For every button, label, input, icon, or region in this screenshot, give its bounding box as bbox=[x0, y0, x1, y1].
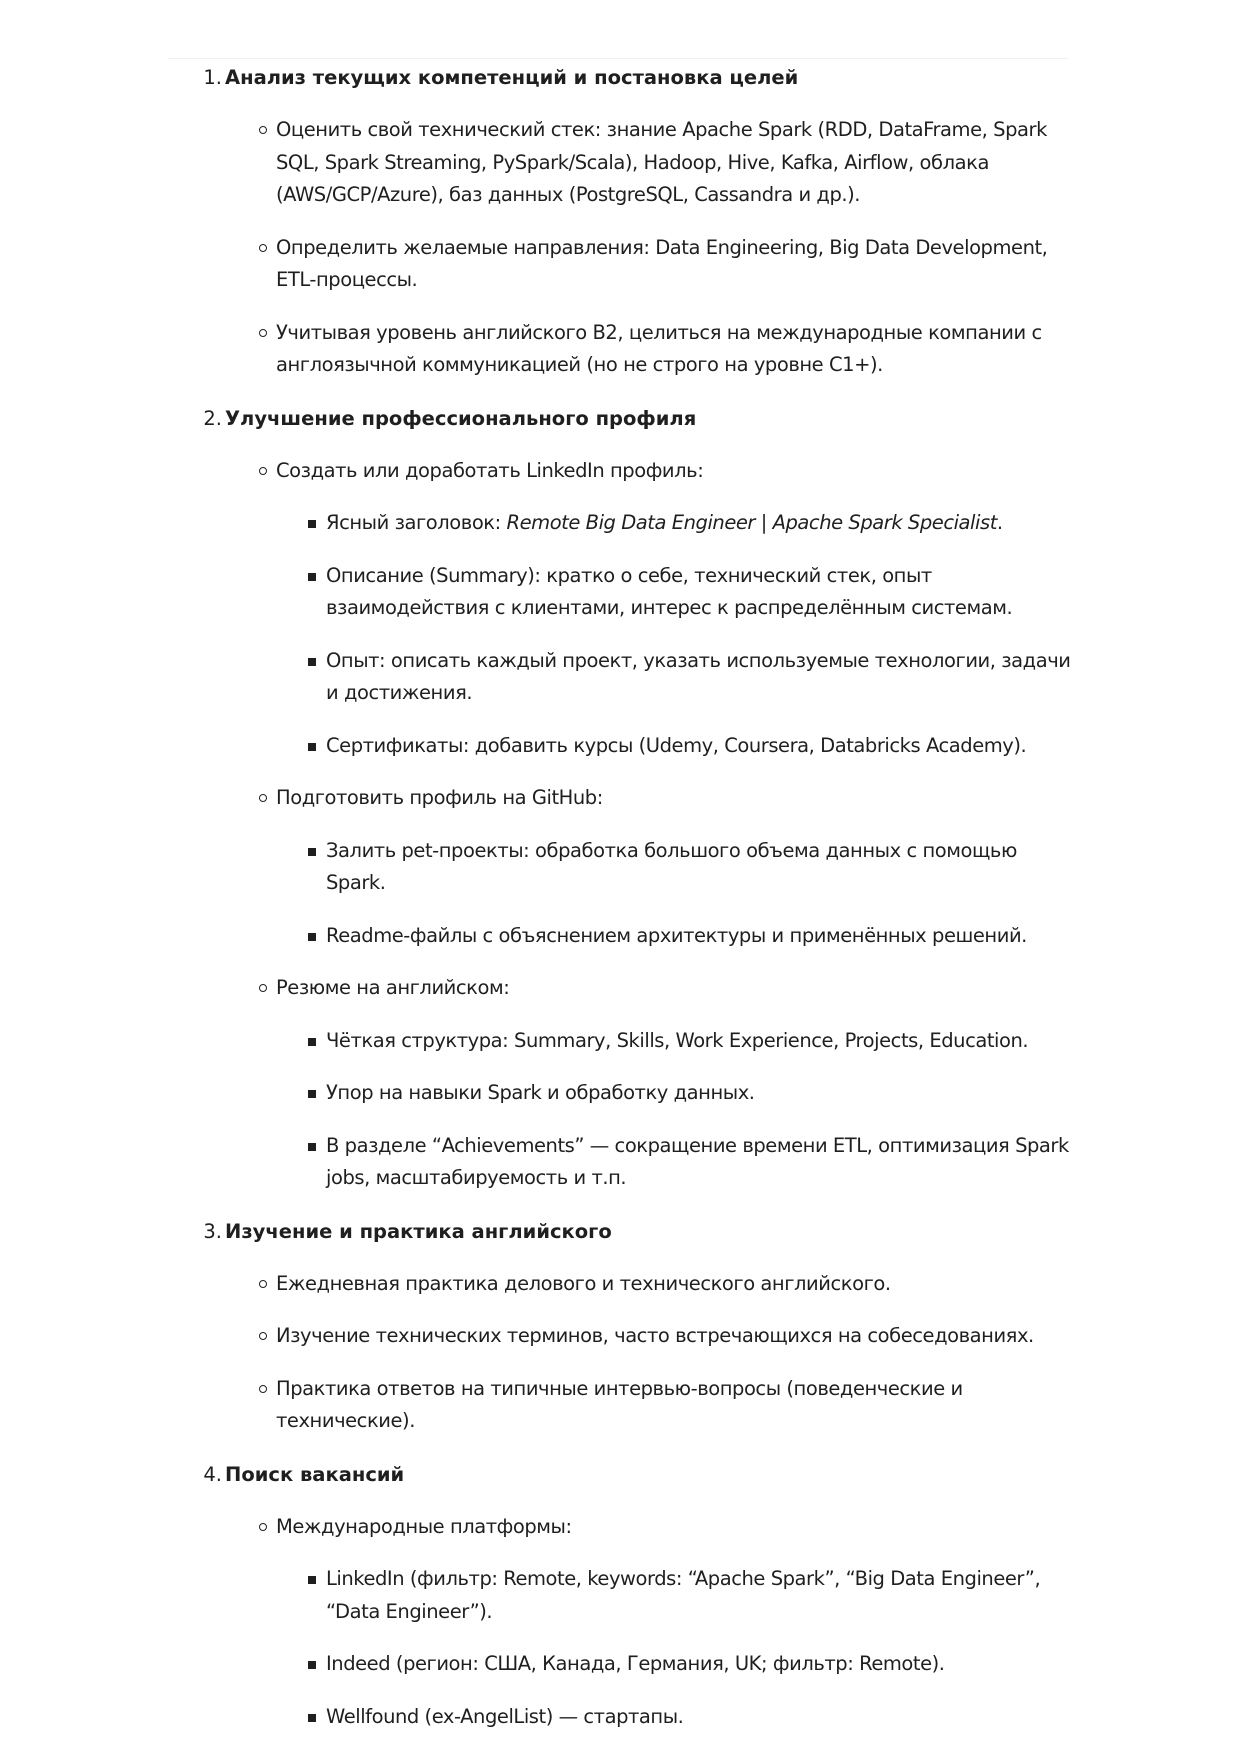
sub-list-item-text: Опыт: описать каждый проект, указать используемые технологии, задачи и достижения. bbox=[326, 648, 1071, 704]
list-item-text: Определить желаемые направления: Data Engineering, Big Data Development, ETL-процессы. bbox=[276, 235, 1048, 291]
sub-list bbox=[276, 507, 1073, 762]
section-items bbox=[203, 455, 1073, 1195]
list-item bbox=[203, 232, 1073, 297]
circle-bullet-icon bbox=[259, 1332, 267, 1340]
section-3 bbox=[168, 1215, 1073, 1438]
sub-list-item bbox=[276, 1701, 1073, 1734]
list-item bbox=[203, 114, 1073, 212]
sub-list-item-text: LinkedIn (фильтр: Remote, keywords: “Apache Spark”, “Big Data Engineer”, “Data Engineer”). bbox=[326, 1567, 1041, 1623]
square-bullet-icon bbox=[308, 933, 316, 941]
list-item bbox=[203, 1320, 1073, 1353]
list-item-text: Создать или доработать LinkedIn профиль: bbox=[276, 458, 704, 482]
section-title: Поиск вакансий bbox=[225, 1462, 405, 1486]
section-items bbox=[203, 1268, 1073, 1438]
sub-list-item-text bbox=[326, 507, 1073, 540]
sub-list-item-text: В разделе “Achievements” — сокращение времени ETL, оптимизация Spark jobs, масштабируемость и т.п. bbox=[326, 1133, 1069, 1189]
square-bullet-icon bbox=[308, 658, 316, 666]
circle-bullet-icon bbox=[259, 126, 267, 134]
square-bullet-icon bbox=[308, 1576, 316, 1584]
list-item-text: Учитывая уровень английского B2, целиться на международные компании с англоязычной коммуникацией (но не строго на уровне C1+). bbox=[276, 320, 1042, 376]
sub-list-item bbox=[276, 560, 1073, 625]
sub-list bbox=[276, 1025, 1073, 1195]
list-item-text: Изучение технических терминов, часто встречающихся на собеседованиях. bbox=[276, 1324, 1034, 1347]
square-bullet-icon bbox=[308, 743, 316, 751]
list-item-text: Резюме на английском: bbox=[276, 976, 510, 999]
sub-list-item-text: Описание (Summary): кратко о себе, технический стек, опыт взаимодействия с клиентами, интерес к распределённым системам. bbox=[326, 563, 1013, 619]
headline-prefix: Ясный заголовок: bbox=[326, 511, 507, 534]
section-number: 3. bbox=[203, 1219, 222, 1243]
list-item-text: Ежедневная практика делового и технического английского. bbox=[276, 1271, 891, 1295]
section-title: Анализ текущих компетенций и постановка целей bbox=[225, 66, 799, 89]
list-item-text: Практика ответов на типичные интервью-вопросы (поведенческие и технические). bbox=[276, 1376, 963, 1432]
section-title: Изучение и практика английского bbox=[225, 1219, 612, 1243]
section-number: 1. bbox=[203, 66, 222, 89]
sub-list-item bbox=[276, 1648, 1073, 1681]
sub-list-item bbox=[276, 507, 1073, 540]
sub-list-item-text: Сертификаты: добавить курсы (Udemy, Coursera, Databricks Academy). bbox=[326, 733, 1027, 757]
section-2 bbox=[168, 402, 1073, 1195]
section-number: 2. bbox=[203, 406, 222, 430]
sub-list-item bbox=[276, 1563, 1073, 1628]
square-bullet-icon bbox=[308, 573, 316, 581]
circle-bullet-icon bbox=[259, 1523, 267, 1531]
sub-list-item bbox=[276, 730, 1073, 763]
sub-list-item bbox=[276, 1025, 1073, 1058]
circle-bullet-icon bbox=[259, 329, 267, 337]
square-bullet-icon bbox=[308, 1143, 316, 1151]
list-item bbox=[203, 1268, 1073, 1301]
sub-list-item bbox=[276, 1130, 1073, 1195]
square-bullet-icon bbox=[308, 1661, 316, 1669]
circle-bullet-icon bbox=[259, 1280, 267, 1288]
headline-suffix: . bbox=[996, 511, 1003, 534]
square-bullet-icon bbox=[308, 1090, 316, 1098]
sub-list-item-text: Упор на навыки Spark и обработку данных. bbox=[326, 1081, 755, 1104]
sub-list-item-text: Залить pet-проекты: обработка большого объема данных с помощью Spark. bbox=[326, 838, 1017, 894]
list-item bbox=[203, 972, 1073, 1195]
document-content bbox=[168, 59, 1073, 1733]
sub-list-item-text: Wellfound (ex-AngelList) — стартапы. bbox=[326, 1704, 684, 1728]
headline-italic: Remote Big Data Engineer | Apache Spark Specialist bbox=[506, 511, 997, 534]
circle-bullet-icon bbox=[259, 984, 267, 992]
square-bullet-icon bbox=[308, 1038, 316, 1046]
circle-bullet-icon bbox=[259, 1385, 267, 1393]
list-item-text: Оценить свой технический стек: знание Apache Spark (RDD, DataFrame, Spark SQL, Spark Streaming, PySpark/Scala), Hadoop, Hive, Kafka, Airflow, облака (AWS/GCP/Azure), баз данных (PostgreSQL, Cassandra и др.). bbox=[276, 118, 1047, 206]
list-item bbox=[203, 317, 1073, 382]
circle-bullet-icon bbox=[259, 244, 267, 252]
list-item bbox=[203, 782, 1073, 952]
sub-list-item-text: Чёткая структура: Summary, Skills, Work Experience, Projects, Education. bbox=[326, 1028, 1029, 1052]
sub-list bbox=[276, 1563, 1073, 1733]
list-item bbox=[203, 1373, 1073, 1438]
list-item bbox=[203, 1511, 1073, 1734]
square-bullet-icon bbox=[308, 848, 316, 856]
circle-bullet-icon bbox=[259, 794, 267, 802]
sub-list-item bbox=[276, 835, 1073, 900]
section-title: Улучшение профессионального профиля bbox=[225, 406, 697, 430]
square-bullet-icon bbox=[308, 520, 316, 528]
list-item-text: Международные платформы: bbox=[276, 1514, 572, 1538]
sub-list-item bbox=[276, 920, 1073, 953]
section-items bbox=[203, 1511, 1073, 1734]
sub-list-item-text: Indeed (регион: США, Канада, Германия, UK; фильтр: Remote). bbox=[326, 1652, 945, 1675]
sub-list-item bbox=[276, 645, 1073, 710]
section-4 bbox=[168, 1458, 1073, 1734]
section-items bbox=[203, 114, 1073, 382]
section-number: 4. bbox=[203, 1462, 222, 1486]
section-list bbox=[168, 61, 1073, 1733]
square-bullet-icon bbox=[308, 1714, 316, 1722]
list-item-text: Подготовить профиль на GitHub: bbox=[276, 786, 603, 809]
list-item bbox=[203, 455, 1073, 763]
section-1 bbox=[168, 61, 1073, 382]
sub-list bbox=[276, 835, 1073, 953]
sub-list-item-text: Readme-файлы с объяснением архитектуры и применённых решений. bbox=[326, 923, 1027, 947]
document-page bbox=[168, 58, 1071, 1753]
sub-list-item bbox=[276, 1077, 1073, 1110]
circle-bullet-icon bbox=[259, 467, 267, 475]
